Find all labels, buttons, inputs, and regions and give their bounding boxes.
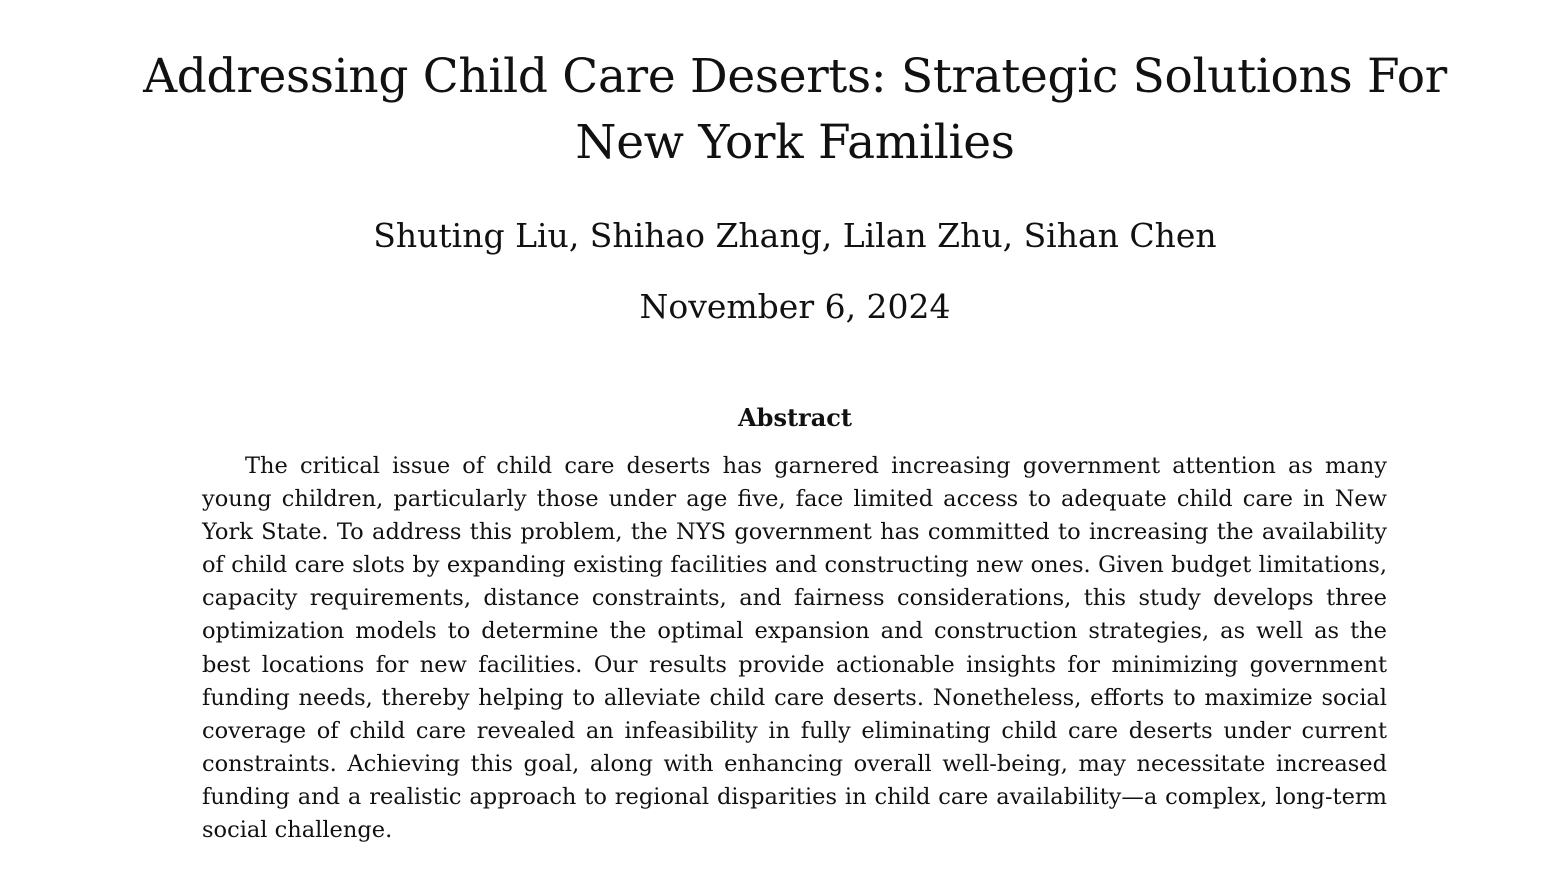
abstract-heading: Abstract (738, 403, 852, 432)
paper-authors: Shuting Liu, Shihao Zhang, Lilan Zhu, Sihan Chen (373, 216, 1217, 255)
paper-title: Addressing Child Care Deserts: Strategic Solutions For New York Families (143, 49, 1447, 170)
abstract-text: The critical issue of child care deserts has garnered increasing government attention as many young children, particularly those under age five, face limited access to adequate child care in New York State. To address this problem, the NYS government has committed to increasing the availability of child care slots by expanding existing facilities and constructing new ones. Given budget limitations, capacity requirements, distance constraints, and fairness considerations, this study develops three optimization models to determine the optimal expansion and construction strategies, as well as the best locations for new facilities. Our results provide actionable insights for minimizing government funding needs, thereby helping to alleviate child care deserts. Nonetheless, efforts to maximize social coverage of child care revealed an infeasibility in fully eliminating child care deserts under current constraints. Achieving this goal, along with enhancing overall well-being, may necessitate increased funding and a realistic approach to regional disparities in child care availability—a complex, long-term social challenge. (202, 453, 1387, 844)
paper-date: November 6, 2024 (639, 287, 951, 326)
